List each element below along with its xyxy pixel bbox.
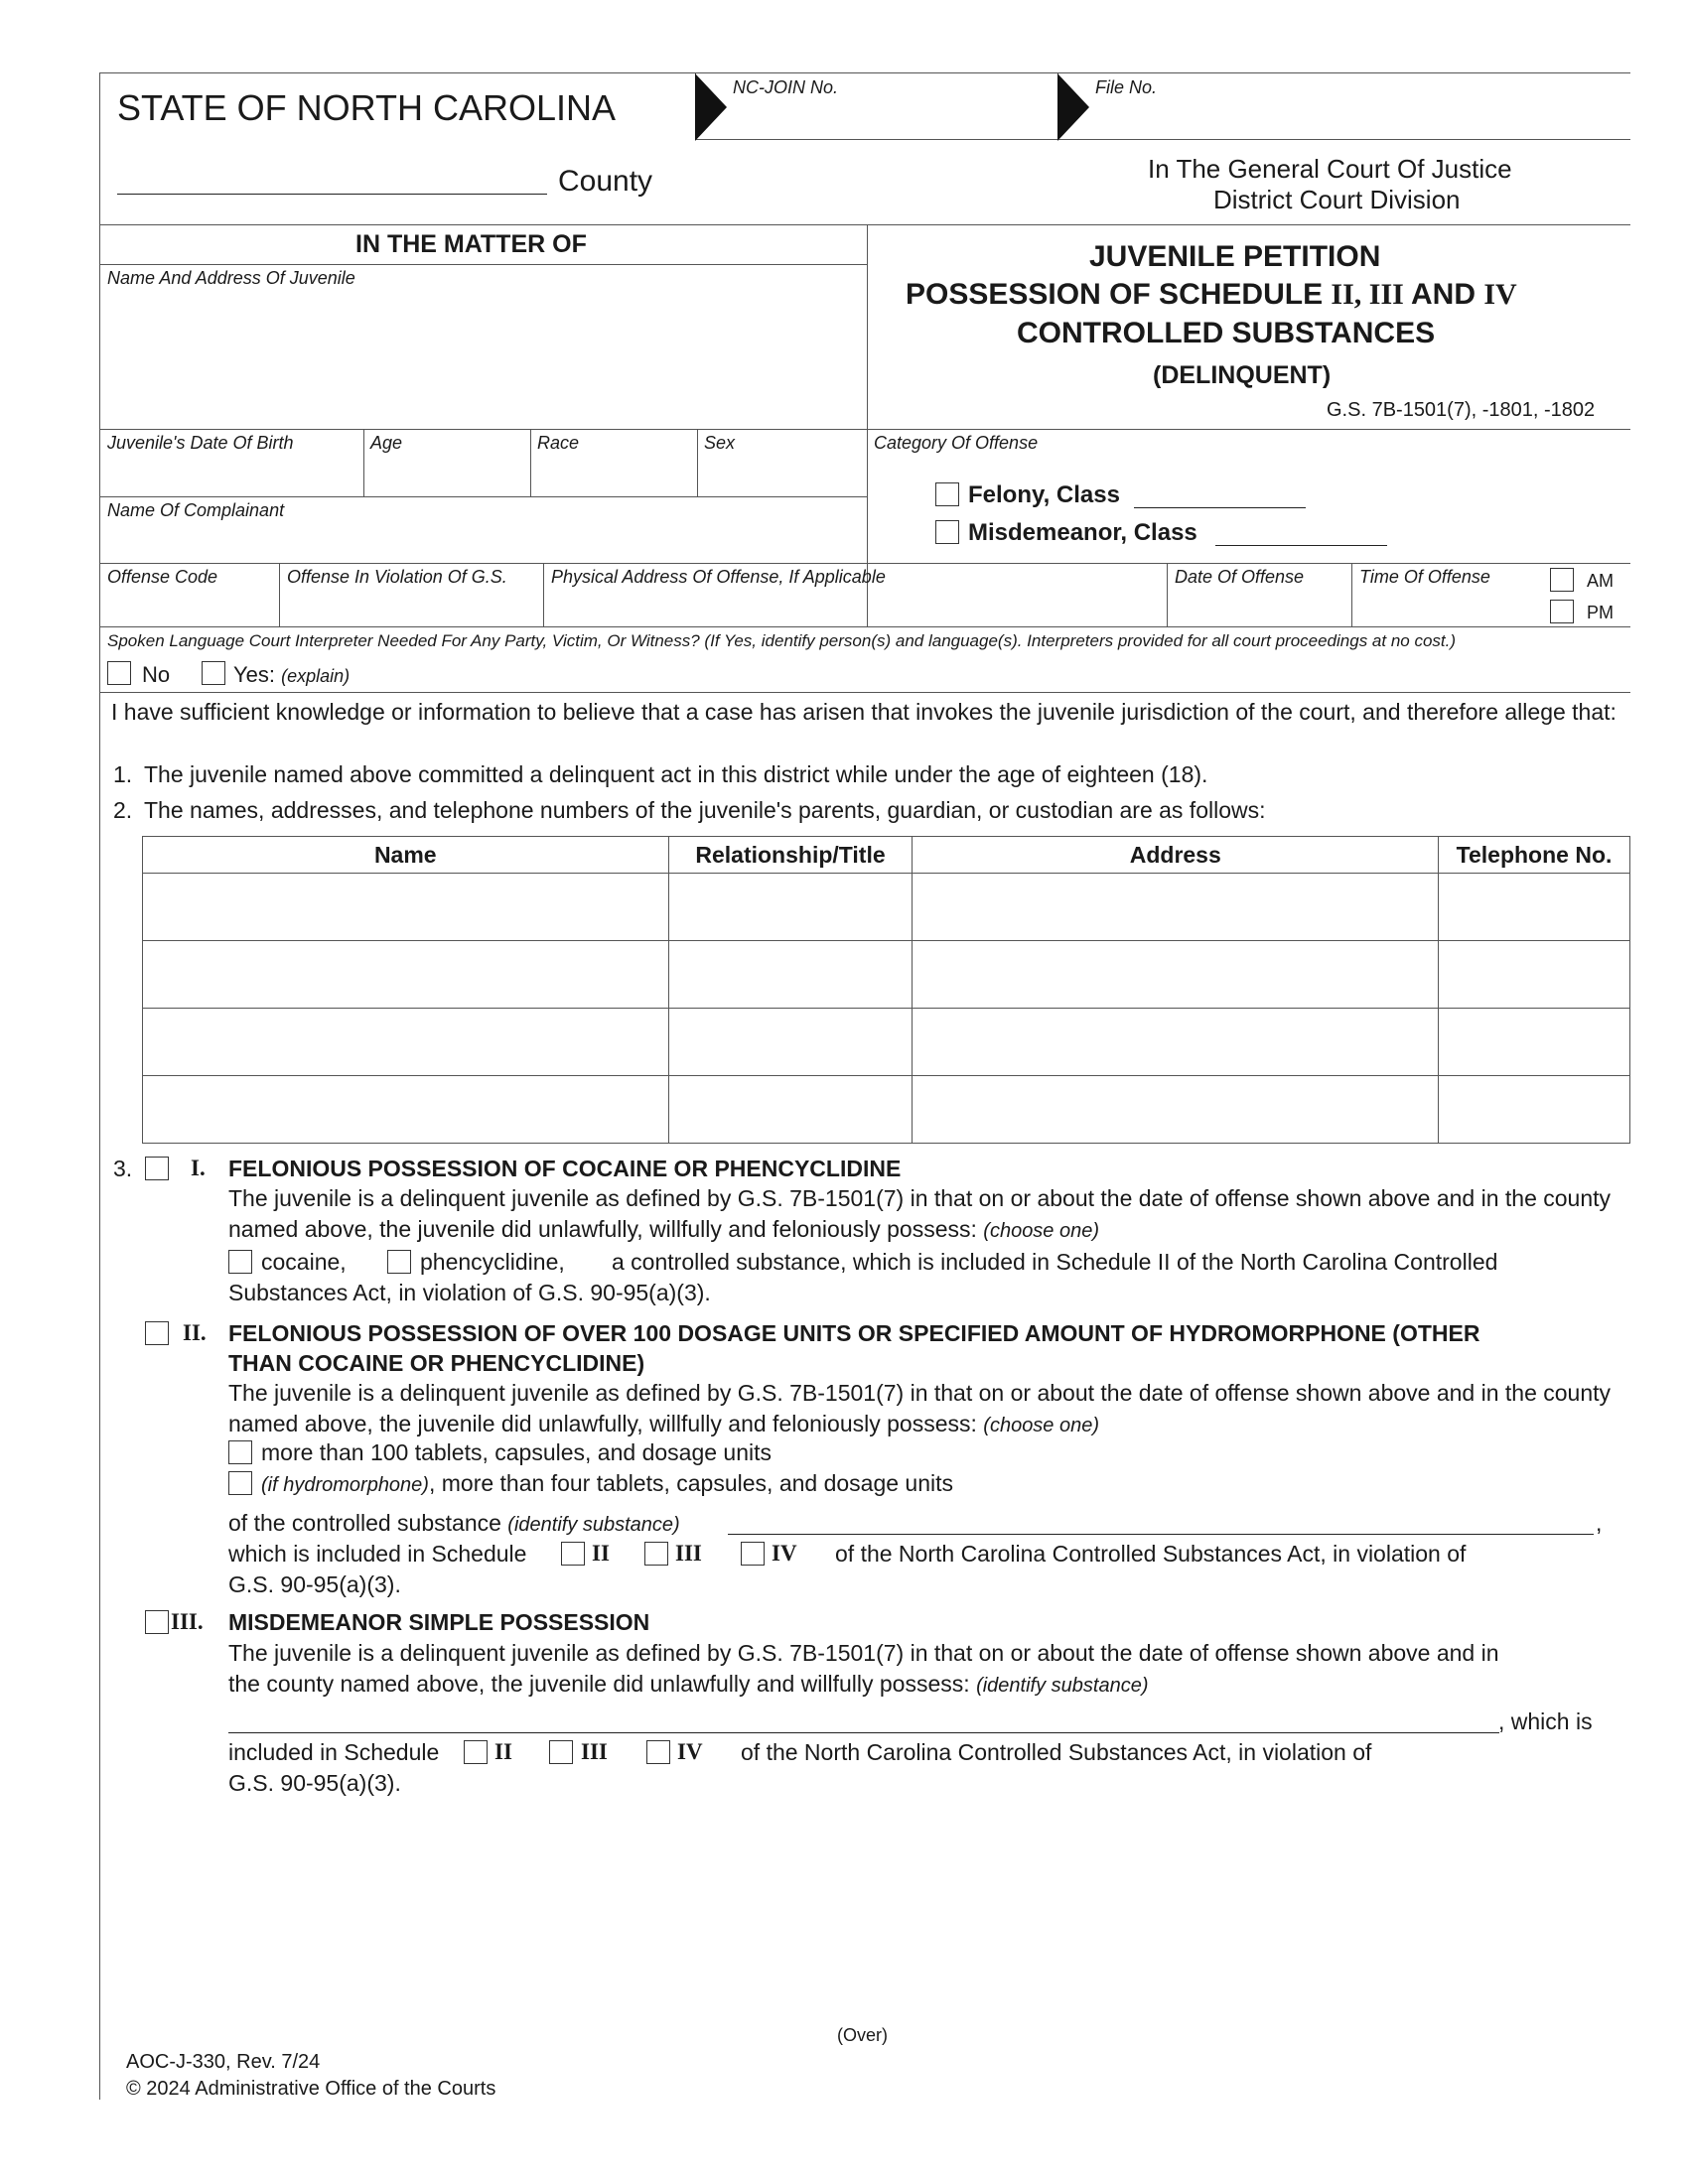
section2-schedule-iv-checkbox[interactable]: [741, 1542, 765, 1566]
section2-comma: ,: [1596, 1510, 1603, 1536]
section1-heading: FELONIOUS POSSESSION OF COCAINE OR PHENCYCLIDINE: [228, 1156, 902, 1181]
section1-body: The juvenile is a delinquent juvenile as defined by G.S. 7B-1501(7) in that on or about the date of offense shown above and in the county named above, the juvenile did unlawfully, willfully and feloniously possess: (choose one): [228, 1185, 1612, 1242]
phencyclidine-checkbox[interactable]: [387, 1250, 411, 1274]
section2-checkbox[interactable]: [145, 1321, 169, 1345]
dob-label: Juvenile's Date Of Birth: [107, 433, 294, 453]
name-address-bottom-line: [99, 429, 1630, 430]
interpreter-no-label: No: [142, 662, 171, 687]
section2-numeral: II.: [183, 1320, 207, 1345]
cell-telephone[interactable]: [1439, 1009, 1630, 1076]
age-divider: [530, 429, 531, 496]
section3-which-is: , which is: [1498, 1708, 1593, 1734]
misdemeanor-label: Misdemeanor, Class: [968, 519, 1197, 546]
interpreter-question: Spoken Language Court Interpreter Needed For Any Party, Victim, Or Witness? (If Yes, identify person(s) and language(s). Interpreters provided for all court proceedings at no cost.): [107, 631, 1457, 650]
matter-heading-line: [99, 264, 867, 265]
hydromorphone-checkbox[interactable]: [228, 1471, 252, 1495]
cocaine-label: cocaine,: [261, 1249, 347, 1275]
misdemeanor-class-blank[interactable]: [1215, 545, 1387, 546]
section3-heading: MISDEMEANOR SIMPLE POSSESSION: [228, 1609, 650, 1635]
dob-row-bottom-line: [99, 496, 867, 497]
cocaine-checkbox[interactable]: [228, 1250, 252, 1274]
section3-schedule-iii-checkbox[interactable]: [549, 1740, 573, 1764]
section2-gs: G.S. 90-95(a)(3).: [228, 1571, 401, 1597]
section3-included: included in Schedule: [228, 1739, 440, 1765]
item1-number: 1.: [113, 761, 133, 787]
file-no-arrow-icon: [1057, 73, 1089, 141]
section2-body: The juvenile is a delinquent juvenile as defined by G.S. 7B-1501(7) in that on or about the date of offense shown above and in the county named above, the juvenile did unlawfully, willfully and feloniously possess: (choose one): [228, 1380, 1612, 1436]
category-label: Category Of Offense: [874, 433, 1039, 453]
age-label: Age: [370, 433, 403, 453]
item3-number: 3.: [113, 1156, 133, 1181]
cell-name[interactable]: [143, 1009, 669, 1076]
cell-address[interactable]: [913, 941, 1439, 1009]
offense-bottom-line: [99, 626, 1630, 627]
county-blank[interactable]: [117, 194, 547, 195]
felony-class-blank[interactable]: [1134, 507, 1306, 508]
section1-checkbox[interactable]: [145, 1157, 169, 1180]
offense-divider-2: [543, 563, 544, 626]
section3-substance-blank[interactable]: [228, 1732, 1499, 1733]
table-row: [143, 1009, 1630, 1076]
cell-name[interactable]: [143, 941, 669, 1009]
cell-relationship[interactable]: [668, 1009, 913, 1076]
interpreter-no-checkbox[interactable]: [107, 661, 131, 685]
item2-text: The names, addresses, and telephone numbers of the juvenile's parents, guardian, or custodian are as follows:: [144, 797, 1266, 823]
court-line2: District Court Division: [1213, 185, 1461, 214]
cell-relationship[interactable]: [668, 941, 913, 1009]
section2-schedule-ii-checkbox[interactable]: [561, 1542, 585, 1566]
interpreter-yes-label: Yes: (explain): [233, 662, 351, 687]
cell-name[interactable]: [143, 1076, 669, 1144]
offense-time-label: Time Of Offense: [1359, 567, 1490, 587]
section3-schedule-iv-label: IV: [677, 1739, 703, 1764]
offense-date-label: Date Of Offense: [1175, 567, 1305, 587]
cell-address[interactable]: [913, 1009, 1439, 1076]
title-line1: JUVENILE PETITION: [1089, 240, 1381, 273]
section3-gs: G.S. 90-95(a)(3).: [228, 1770, 401, 1796]
cell-relationship[interactable]: [668, 1076, 913, 1144]
offense-divider-1: [279, 563, 280, 626]
race-label: Race: [537, 433, 580, 453]
cell-name[interactable]: [143, 874, 669, 941]
am-label: AM: [1587, 571, 1614, 591]
header-bottom-line: [99, 224, 1630, 225]
category-bottom-line: [99, 563, 1630, 564]
table-row: [143, 1076, 1630, 1144]
interpreter-yes-checkbox[interactable]: [202, 661, 225, 685]
matter-heading: IN THE MATTER OF: [355, 230, 587, 258]
section2-heading2: THAN COCAINE OR PHENCYCLIDINE): [228, 1350, 645, 1376]
phencyclidine-label: phencyclidine,: [420, 1249, 565, 1275]
parents-table: [142, 836, 1630, 1144]
title-line4: (DELINQUENT): [1153, 361, 1332, 389]
footer-over: (Over): [837, 2025, 888, 2045]
section1-rest2: Substances Act, in violation of G.S. 90-95(a)(3).: [228, 1280, 711, 1305]
nc-join-arrow-icon: [695, 73, 727, 141]
section2-nc-act: of the North Carolina Controlled Substances Act, in violation of: [835, 1541, 1467, 1567]
col-telephone-header: Telephone No.: [1439, 837, 1630, 874]
title-statute: G.S. 7B-1501(7), -1801, -1802: [1327, 399, 1596, 421]
section2-substance-blank[interactable]: [728, 1534, 1594, 1535]
section3-schedule-iv-checkbox[interactable]: [646, 1740, 670, 1764]
pm-checkbox[interactable]: [1550, 600, 1574, 623]
section2-which-included: which is included in Schedule: [228, 1541, 527, 1567]
section3-schedule-ii-checkbox[interactable]: [464, 1740, 488, 1764]
section1-numeral: I.: [191, 1156, 206, 1180]
cell-telephone[interactable]: [1439, 941, 1630, 1009]
dob-divider: [363, 429, 364, 496]
felony-label: Felony, Class: [968, 481, 1120, 508]
section2-schedule-iv-label: IV: [772, 1541, 797, 1566]
file-no-label: File No.: [1095, 77, 1158, 97]
felony-checkbox[interactable]: [935, 482, 959, 506]
section3-body1: The juvenile is a delinquent juvenile as defined by G.S. 7B-1501(7) in that on or about the date of offense shown above and in: [228, 1640, 1499, 1666]
title-line2: POSSESSION OF SCHEDULE II, III AND IV: [906, 278, 1517, 311]
race-divider: [697, 429, 698, 496]
pm-label: PM: [1587, 603, 1614, 622]
cell-address[interactable]: [913, 1076, 1439, 1144]
cell-relationship[interactable]: [668, 874, 913, 941]
section3-numeral: III.: [171, 1609, 204, 1634]
offense-divider-3: [1167, 563, 1168, 626]
misdemeanor-checkbox[interactable]: [935, 520, 959, 544]
section2-schedule-iii-checkbox[interactable]: [644, 1542, 668, 1566]
section3-checkbox[interactable]: [145, 1610, 169, 1634]
col-name-header: Name: [143, 837, 669, 874]
section2-controlled-substance: of the controlled substance (identify substance): [228, 1510, 680, 1536]
item1-text: The juvenile named above committed a delinquent act in this district while under the age of eighteen (18).: [144, 761, 1208, 787]
court-line1: In The General Court Of Justice: [1148, 154, 1512, 184]
cell-telephone[interactable]: [1439, 1076, 1630, 1144]
offense-code-label: Offense Code: [107, 567, 218, 587]
table-row: [143, 941, 1630, 1009]
county-label: County: [558, 165, 653, 198]
am-checkbox[interactable]: [1550, 568, 1574, 592]
interpreter-bottom-line: [99, 692, 1630, 693]
complainant-label: Name Of Complainant: [107, 500, 285, 520]
offense-address-label: Physical Address Of Offense, If Applicable: [551, 567, 886, 587]
over-100-units-checkbox[interactable]: [228, 1440, 252, 1464]
offense-divider-4: [1351, 563, 1352, 626]
name-address-label: Name And Address Of Juvenile: [107, 268, 355, 288]
item2-number: 2.: [113, 797, 133, 823]
col-relationship-header: Relationship/Title: [668, 837, 913, 874]
section2-heading1: FELONIOUS POSSESSION OF OVER 100 DOSAGE UNITS OR SPECIFIED AMOUNT OF HYDROMORPHONE (OTHER: [228, 1320, 1480, 1346]
allegation-intro: I have sufficient knowledge or information to believe that a case has arisen that invokes the juvenile jurisdiction of the court, and therefore allege that:: [111, 699, 1617, 725]
section2-schedule-iii-label: III: [675, 1541, 702, 1566]
footer-copyright: © 2024 Administrative Office of the Courts: [126, 2078, 496, 2100]
table-row: [143, 874, 1630, 941]
state-title: STATE OF NORTH CAROLINA: [117, 87, 617, 128]
footer-form-number: AOC-J-330, Rev. 7/24: [126, 2051, 321, 2073]
sex-label: Sex: [704, 433, 736, 453]
section3-schedule-ii-label: II: [494, 1739, 512, 1764]
left-border: [99, 72, 100, 2100]
hydromorphone-label: (if hydromorphone), more than four tablets, capsules, and dosage units: [261, 1470, 954, 1496]
header-nc-join-bottom-line: [695, 139, 1630, 140]
cell-address[interactable]: [913, 874, 1439, 941]
over-100-units-label: more than 100 tablets, capsules, and dosage units: [261, 1439, 773, 1465]
section3-nc-act: of the North Carolina Controlled Substances Act, in violation of: [741, 1739, 1372, 1765]
section2-schedule-ii-label: II: [592, 1541, 610, 1566]
section3-body2: the county named above, the juvenile did unlawfully and willfully possess: (identify substance): [228, 1671, 1149, 1697]
nc-join-label: NC-JOIN No.: [733, 77, 839, 97]
cell-telephone[interactable]: [1439, 874, 1630, 941]
section3-schedule-iii-label: III: [581, 1739, 608, 1764]
section1-rest: a controlled substance, which is included in Schedule II of the North Carolina Controlled: [612, 1249, 1498, 1275]
title-line3: CONTROLLED SUBSTANCES: [1017, 317, 1436, 349]
offense-violation-label: Offense In Violation Of G.S.: [287, 567, 507, 587]
top-border: [99, 72, 1630, 73]
col-address-header: Address: [913, 837, 1439, 874]
